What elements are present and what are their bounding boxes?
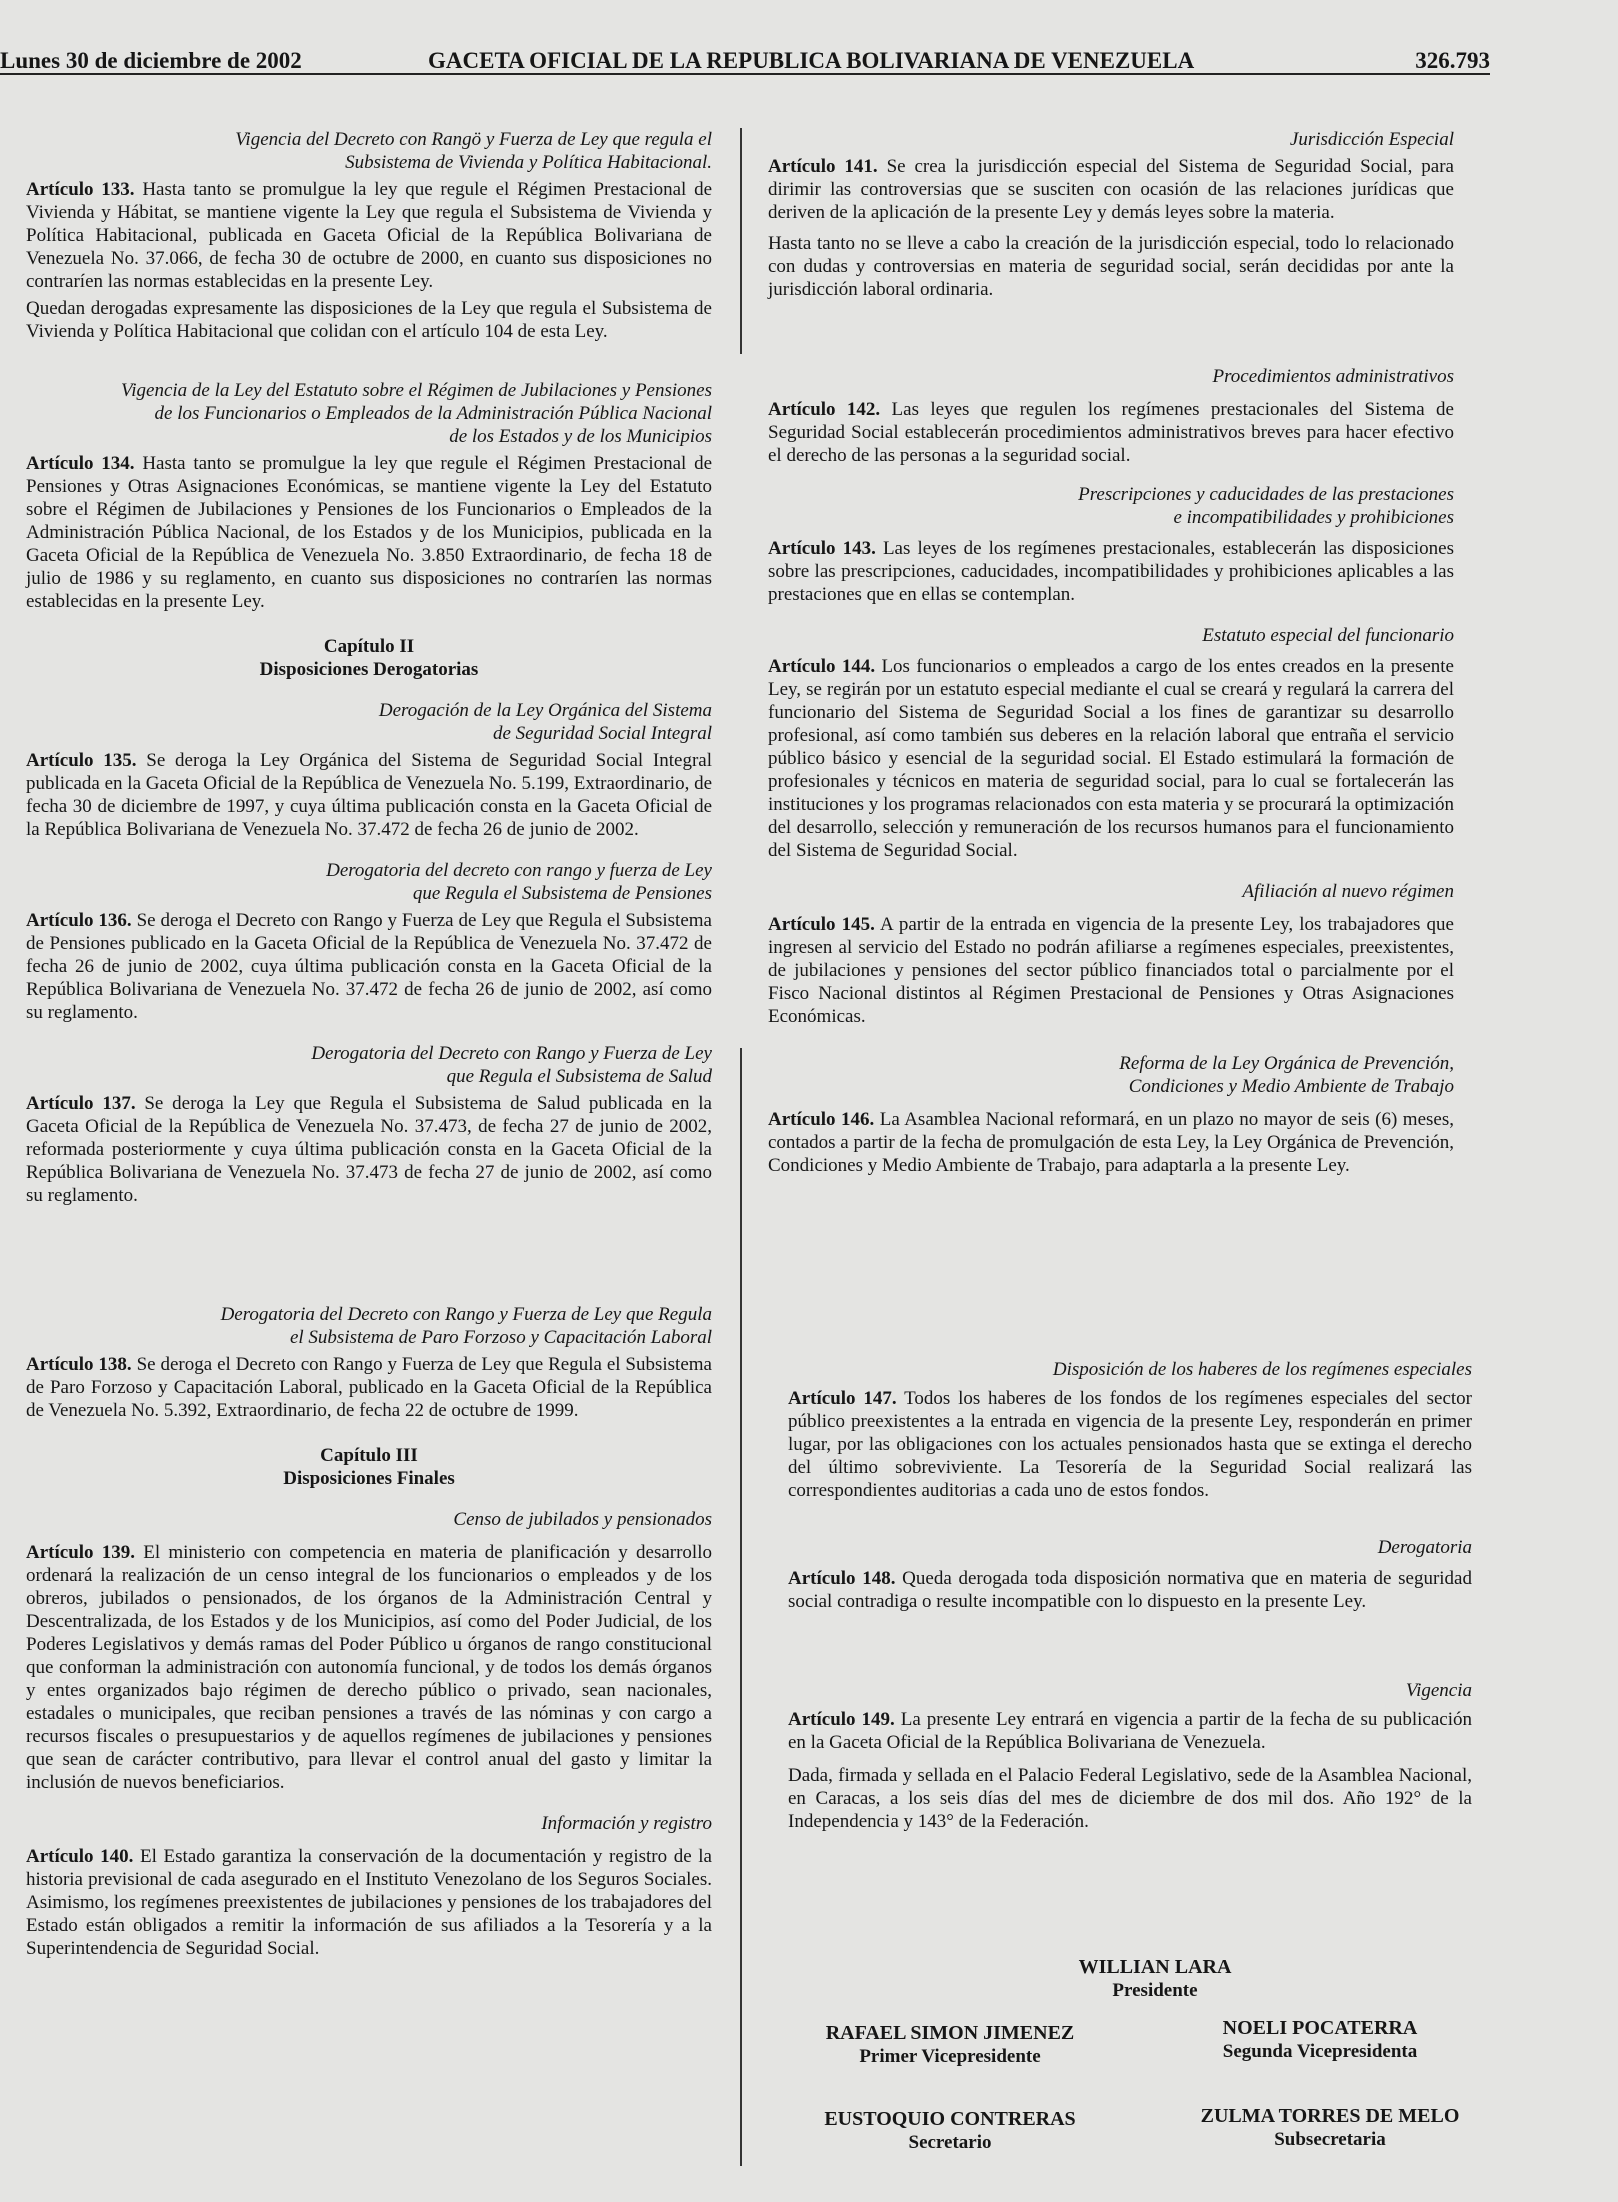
- first-vicepresident-name: RAFAEL SIMON JIMENEZ: [825, 2022, 1075, 2044]
- secretary-name: EUSTOQUIO CONTRERAS: [824, 2108, 1076, 2130]
- article-number-143: Artículo 143.: [768, 538, 876, 559]
- article-text-146: La Asamblea Nacional reformará, en un plazo no mayor de seis (6) meses, contados a partir de la fecha de promulgación de esta Ley, la Ley Orgánica de Prevención, Condiciones y Medio Ambiente de Trabajo, para adaptarla a la presente Ley.: [768, 1109, 1454, 1176]
- article-text-148: Queda derogada toda disposición normativa que en materia de seguridad social contradiga o resulte incompatible con lo dispuesto en la presente Ley.: [788, 1568, 1472, 1612]
- article-133-paragraph-2: Quedan derogadas expresamente las disposiciones de la Ley que regula el Subsistema de Vivienda y Política Habitacional que colidan con el artículo 104 de esta Ley.: [26, 298, 712, 342]
- first-vicepresident-title: Primer Vicepresidente: [859, 2046, 1041, 2067]
- article-text-142: Las leyes que regulen los regímenes prestacionales del Sistema de Seguridad Social establecerán procedimientos administrativos breves para hacer efectivo el derecho de las personas a la seguridad social.: [768, 399, 1454, 466]
- article-text-144: Los funcionarios o empleados a cargo de los entes creados en la presente Ley, se regirán por un estatuto especial mediante el cual se creará y regulará la carrera del funcionario del Sistema de Seguridad Social a los fines de garantizar su desarrollo profesional, así como también sus deberes en la relación laboral que entraña el servicio público básico y esencial de la seguridad social. El Estado estimulará la formación de profesionales y técnicos en materia de seguridad social, para lo cual se fortalecerán las instituciones y los programas relacionados con esta materia y se procurará la optimización del desarrollo, selección y remuneración de los recursos humanos para el funcionamiento del Sistema de Seguridad Social.: [768, 656, 1454, 861]
- article-number-140: Artículo 140.: [26, 1846, 134, 1867]
- signature-subsecretary: [1180, 2104, 1480, 2152]
- subtitle-149: Vigencia: [1405, 1680, 1472, 1701]
- article-text-137: Se deroga la Ley que Regula el Subsistema de Salud publicada en la Gaceta Oficial de la República de Venezuela No. 37.473, de fecha 27 de junio de 2002, reformada posteriormente y cuya última publicación consta en la Gaceta Oficial de la República Bolivariana de Venezuela No. 37.473 de fecha 27 de junio de 2002, así como su reglamento.: [26, 1093, 712, 1206]
- page-header: [0, 40, 1490, 80]
- president-name: WILLIAN LARA: [1078, 1956, 1232, 1978]
- article-text-149: La presente Ley entrará en vigencia a partir de la fecha de su publicación en la Gaceta Oficial de la República Bolivariana de Venezuela.: [788, 1709, 1472, 1753]
- article-text-139: El ministerio con competencia en materia de planificación y desarrollo ordenará la realización de un censo integral de los funcionarios o empleados y de los obreros, jubilados o pensionados, de los órganos de la Administración Central y Descentralizada, de los Estados y de los Municipios, así como del Poder Judicial, de los Poderes Legislativos y demás ramas del Poder Público u órganos de rango constitucional que conforman la administración con autonomía funcional, y de todos los demás órganos y entes organizados bajo régimen de derecho público o privado, sean nacionales, estadales o municipales, que reciban pensiones a través de las nóminas y con cargo a recursos fiscales o presupuestarios y de aquellos regímenes de jubilaciones y pensiones que sean de carácter contributivo, para llevar el control anual del gasto y limitar la inclusión de nuevos beneficiarios.: [26, 1542, 712, 1793]
- article-144: [768, 655, 1454, 862]
- article-142: [768, 398, 1454, 467]
- article-135: [26, 749, 712, 841]
- column-divider-upper: [740, 128, 742, 354]
- article-134: [26, 452, 712, 613]
- subtitle-137: Derogatoria del Decreto con Rango y Fuerza de Ley que Regula el Subsistema de Salud: [311, 1043, 712, 1087]
- article-148: [788, 1567, 1472, 1613]
- second-vicepresident-title: Segunda Vicepresidenta: [1222, 2041, 1418, 2062]
- article-number-136: Artículo 136.: [26, 910, 132, 931]
- article-137: [26, 1092, 712, 1207]
- article-136: [26, 909, 712, 1024]
- right-column: [768, 128, 1454, 1177]
- subsecretary-title: Subsecretaria: [1274, 2129, 1386, 2150]
- article-140: [26, 1845, 712, 1960]
- subtitle-144: Estatuto especial del funcionario: [1202, 625, 1454, 646]
- article-146: [768, 1108, 1454, 1177]
- subtitle-134: Vigencia de la Ley del Estatuto sobre el Régimen de Jubilaciones y Pensiones de los Funcionarios o Empleados de la Administración Pública Nacional de los Estados y de los Municipios: [121, 380, 712, 447]
- signature-second-vicepresident: [1180, 2016, 1460, 2064]
- article-number-133: Artículo 133.: [26, 179, 135, 200]
- article-text-141: Se crea la jurisdicción especial del Sistema de Seguridad Social, para dirimir las controversias que se susciten con ocasión de las relaciones jurídicas que deriven de la aplicación de la presente Ley y demás leyes sobre la materia.: [768, 156, 1454, 223]
- header-date: Lunes 30 de diciembre de 2002: [0, 48, 302, 73]
- subsecretary-name: ZULMA TORRES DE MELO: [1200, 2105, 1460, 2127]
- article-number-137: Artículo 137.: [26, 1093, 136, 1114]
- article-149: [788, 1708, 1472, 1754]
- article-138: [26, 1353, 712, 1422]
- article-text-134: Hasta tanto se promulgue la ley que regule el Régimen Prestacional de Pensiones y Otras Asignaciones Económicas, se mantiene vigente la Ley del Estatuto sobre el Régimen de Jubilaciones y Pensiones de los Funcionarios o Empleados de la Administración Pública Nacional, de los Estados y de los Municipios, publicada en la Gaceta Oficial de la República de Venezuela No. 3.850 Extraordinario, de fecha 18 de julio de 1986 y su reglamento, en cuanto sus disposiciones no contraríen las normas establecidas en la presente Ley.: [26, 453, 713, 612]
- subtitle-141: Jurisdicción Especial: [1289, 129, 1454, 150]
- article-145: [768, 913, 1454, 1028]
- article-number-139: Artículo 139.: [26, 1542, 136, 1563]
- second-vicepresident-name: NOELI POCATERRA: [1222, 2017, 1418, 2039]
- article-number-147: Artículo 147.: [788, 1388, 897, 1409]
- article-text-133: Hasta tanto se promulgue la ley que regule el Régimen Prestacional de Vivienda y Hábitat, se mantiene vigente la Ley que regula el Subsistema de Vivienda y Política Habitacional, publicada en Gaceta Oficial de la República Bolivariana de Venezuela No. 37.066, de fecha 30 de octubre de 2000, en cuanto sus disposiciones no contraríen las normas establecidas en la presente Ley.: [26, 179, 713, 292]
- secretary-title: Secretario: [908, 2132, 992, 2153]
- signature-first-vicepresident: [800, 2021, 1100, 2069]
- article-139: [26, 1541, 712, 1794]
- article-number-149: Artículo 149.: [788, 1709, 895, 1730]
- article-number-138: Artículo 138.: [26, 1354, 132, 1375]
- article-number-134: Artículo 134.: [26, 453, 135, 474]
- subtitle-138: Derogatoria del Decreto con Rango y Fuerza de Ley que Regula el Subsistema de Paro Forzoso y Capacitación Laboral: [220, 1304, 712, 1348]
- left-column: [26, 128, 712, 1960]
- enactment-clause: Dada, firmada y sellada en el Palacio Federal Legislativo, sede de la Asamblea Nacional, en Caracas, a los seis días del mes de diciembre de dos mil dos. Año 192° de la Independencia y 143° de la Federación.: [788, 1765, 1472, 1832]
- article-number-142: Artículo 142.: [768, 399, 881, 420]
- subtitle-147: Disposición de los haberes de los regímenes especiales: [1052, 1359, 1472, 1380]
- article-text-138: Se deroga el Decreto con Rango y Fuerza de Ley que Regula el Subsistema de Paro Forzoso y Capacitación Laboral, publicado en la Gaceta Oficial de la República de Venezuela No. 5.392, Extraordinario, de fecha 22 de octubre de 1999.: [26, 1354, 712, 1421]
- subtitle-136: Derogatoria del decreto con rango y fuerza de Ley que Regula el Subsistema de Pensiones: [326, 860, 712, 904]
- article-141: [768, 155, 1454, 224]
- chapter-3-heading: Capítulo III Disposiciones Finales: [283, 1445, 455, 1489]
- subtitle-139: Censo de jubilados y pensionados: [453, 1509, 712, 1530]
- subtitle-135: Derogación de la Ley Orgánica del Sistema de Seguridad Social Integral: [378, 700, 712, 744]
- header-title: GACETA OFICIAL DE LA REPUBLICA BOLIVARIANA DE VENEZUELA: [428, 48, 1195, 73]
- chapter-2-heading: Capítulo II Disposiciones Derogatorias: [259, 636, 479, 680]
- subtitle-133: Vigencia del Decreto con Rangö y Fuerza de Ley que regula el Subsistema de Vivienda y Política Habitacional.: [235, 129, 712, 173]
- article-141-paragraph-2: Hasta tanto no se lleve a cabo la creación de la jurisdicción especial, todo lo relacionado con dudas y controversias en materia de seguridad social, serán decididas por ante la jurisdicción laboral ordinaria.: [768, 233, 1454, 300]
- president-title: Presidente: [1112, 1980, 1198, 2001]
- article-number-135: Artículo 135.: [26, 750, 137, 771]
- signature-president: [1040, 1955, 1270, 2003]
- subtitle-143: Prescripciones y caducidades de las prestaciones e incompatibilidades y prohibiciones: [1078, 484, 1454, 528]
- article-143: [768, 537, 1454, 606]
- article-number-141: Artículo 141.: [768, 156, 878, 177]
- article-text-143: Las leyes de los regímenes prestacionales, establecerán las disposiciones sobre las prescripciones, caducidades, incompatibilidades y prohibiciones aplicables a las prestaciones que en ellas se contemplan.: [768, 538, 1454, 605]
- subtitle-148: Derogatoria: [1377, 1537, 1472, 1558]
- article-text-145: A partir de la entrada en vigencia de la presente Ley, los trabajadores que ingresen al servicio del Estado no podrán afiliarse a regímenes especiales, preexistentes, de jubilaciones y pensiones del sector público financiados total o parcialmente por el Fisco Nacional distintos al Régimen Prestacional de Pensiones y Otras Asignaciones Económicas.: [768, 914, 1454, 1027]
- article-number-148: Artículo 148.: [788, 1568, 896, 1589]
- right-column-lower: [788, 1358, 1472, 1833]
- article-133: [26, 178, 712, 293]
- article-text-136: Se deroga el Decreto con Rango y Fuerza de Ley que Regula el Subsistema de Pensiones publicado en la Gaceta Oficial de la República de Venezuela No. 37.472 de fecha 26 de junio de 2002, cuya última publicación consta en la Gaceta Oficial de la República Bolivariana de Venezuela No. 37.472 de fecha 26 de junio de 2002, así como su reglamento.: [26, 910, 712, 1023]
- header-rule: [0, 73, 1490, 75]
- article-text-140: El Estado garantiza la conservación de la documentación y registro de la historia previsional de cada asegurado en el Instituto Venezolano de los Seguros Sociales. Asimismo, los regímenes preexistentes de jubilaciones y pensiones de los trabajadores del Estado están obligados a remitir la información de sus afiliados a la Tesorería y a la Superintendencia de Seguridad Social.: [26, 1846, 712, 1959]
- subtitle-142: Procedimientos administrativos: [1212, 366, 1454, 387]
- subtitle-145: Afiliación al nuevo régimen: [1242, 881, 1454, 902]
- article-number-146: Artículo 146.: [768, 1109, 875, 1130]
- article-text-147: Todos los haberes de los fondos de los regímenes especiales del sector público preexistentes a la entrada en vigencia de la presente Ley, responderán en primer lugar, por las obligaciones con los actuales pensionados hasta que se extinga el derecho del último sobreviviente. La Tesorería de la Seguridad Social realizará las correspondientes auditorias a cada uno de estos fondos.: [788, 1388, 1472, 1501]
- signature-secretary: [800, 2107, 1100, 2155]
- header-page-number: 326.793: [1415, 48, 1490, 73]
- article-number-144: Artículo 144.: [768, 656, 876, 677]
- article-number-145: Artículo 145.: [768, 914, 875, 935]
- article-text-135: Se deroga la Ley Orgánica del Sistema de Seguridad Social Integral publicada en la Gaceta Oficial de la República de Venezuela No. 5.199, Extraordinario, de fecha 30 de diciembre de 1997, y cuya última publicación consta en la Gaceta Oficial de la República Bolivariana de Venezuela No. 37.472 de fecha 26 de junio de 2002.: [26, 750, 713, 840]
- article-147: [788, 1387, 1472, 1502]
- column-divider-lower: [740, 1048, 742, 2166]
- subtitle-140: Información y registro: [541, 1813, 712, 1834]
- subtitle-146: Reforma de la Ley Orgánica de Prevención, Condiciones y Medio Ambiente de Trabajo: [1119, 1053, 1454, 1097]
